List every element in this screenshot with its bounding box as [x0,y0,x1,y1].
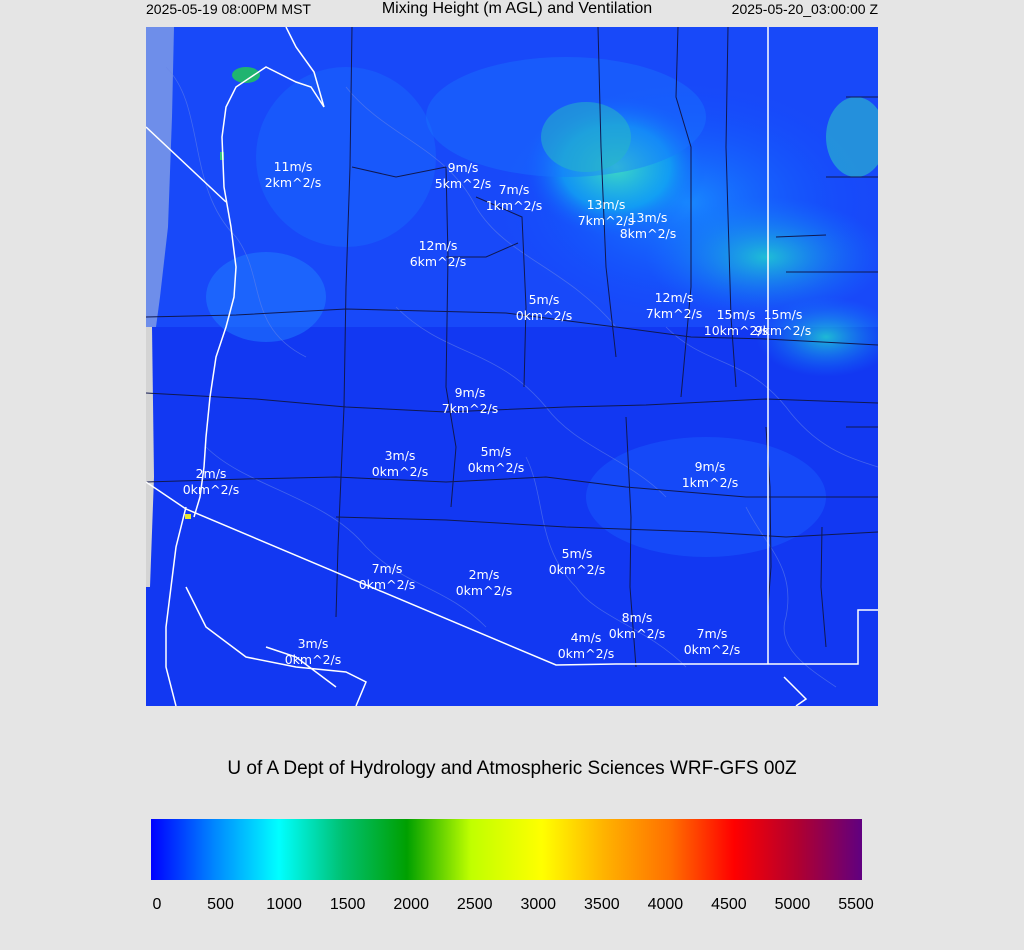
ventilation-label: 10km^2/s [703,323,769,338]
wind-speed-label: 8m/s [621,610,653,625]
ventilation-label: 1km^2/s [485,198,543,213]
wind-speed-label: 12m/s [654,290,694,305]
ventilation-label: 1km^2/s [681,475,739,490]
wind-speed-label: 13m/s [586,197,626,212]
wind-speed-label: 2m/s [195,466,227,481]
colorbar-tick-label: 2000 [393,896,429,913]
ventilation-label: 0km^2/s [284,652,342,667]
ventilation-label: 0km^2/s [515,308,573,323]
ventilation-label: 0km^2/s [455,583,513,598]
wind-speed-label: 15m/s [763,307,803,322]
wind-speed-label: 3m/s [384,448,416,463]
wind-speed-label: 5m/s [480,444,512,459]
wind-speed-label: 5m/s [528,292,560,307]
wind-speed-label: 7m/s [371,561,403,576]
colorbar-tick-label: 1000 [266,896,302,913]
colorbar-tick-label: 5000 [774,896,811,913]
utc-time: 2025-05-20_03:00:00 Z [731,1,878,17]
colorbar-tick-label: 2500 [456,896,493,913]
wind-speed-label: 3m/s [297,636,329,651]
colorbar-tick-label: 4000 [647,896,684,913]
ventilation-label: 5km^2/s [434,176,492,191]
mixing-height-map [146,27,878,706]
ventilation-label: 0km^2/s [182,482,240,497]
wind-speed-label: 5m/s [561,546,593,561]
wind-speed-label: 7m/s [498,182,530,197]
wind-speed-label: 13m/s [628,210,668,225]
ventilation-label: 0km^2/s [358,577,416,592]
ventilation-label: 7km^2/s [645,306,703,321]
wind-speed-label: 15m/s [716,307,756,322]
ventilation-label: 6km^2/s [409,254,467,269]
map-title: Mixing Height (m AGL) and Ventilation [381,0,653,17]
ventilation-label: 7km^2/s [577,213,635,228]
ventilation-label: 0km^2/s [467,460,525,475]
ventilation-label: 0km^2/s [557,646,615,661]
ventilation-label: 9km^2/s [754,323,812,338]
colorbar-tick-label: 0 [152,896,162,913]
credit-line: U of A Dept of Hydrology and Atmospheric Sciences WRF-GFS 00Z [227,758,797,779]
ventilation-label: 0km^2/s [683,642,741,657]
wind-speed-label: 9m/s [447,160,479,175]
ventilation-label: 2km^2/s [264,175,322,190]
ventilation-label: 8km^2/s [619,226,677,241]
colorbar-tick-label: 4500 [711,896,747,913]
wind-speed-label: 7m/s [696,626,728,641]
wind-speed-label: 9m/s [454,385,486,400]
colorbar-tick-label: 500 [207,896,234,913]
colorbar [151,819,862,880]
colorbar-tick-label: 1500 [329,896,366,913]
wind-speed-label: 12m/s [418,238,458,253]
ventilation-label: 7km^2/s [441,401,499,416]
ventilation-label: 0km^2/s [608,626,666,641]
wind-speed-label: 11m/s [273,159,313,174]
ventilation-label: 0km^2/s [371,464,429,479]
wind-speed-label: 4m/s [570,630,602,645]
local-time: 2025-05-19 08:00PM MST [146,1,311,17]
ventilation-label: 0km^2/s [548,562,606,577]
colorbar-tick-label: 3500 [584,896,620,913]
wind-speed-label: 9m/s [694,459,726,474]
colorbar-tick-label: 3000 [520,896,557,913]
colorbar-tick-label: 5500 [838,896,874,913]
wind-speed-label: 2m/s [468,567,500,582]
